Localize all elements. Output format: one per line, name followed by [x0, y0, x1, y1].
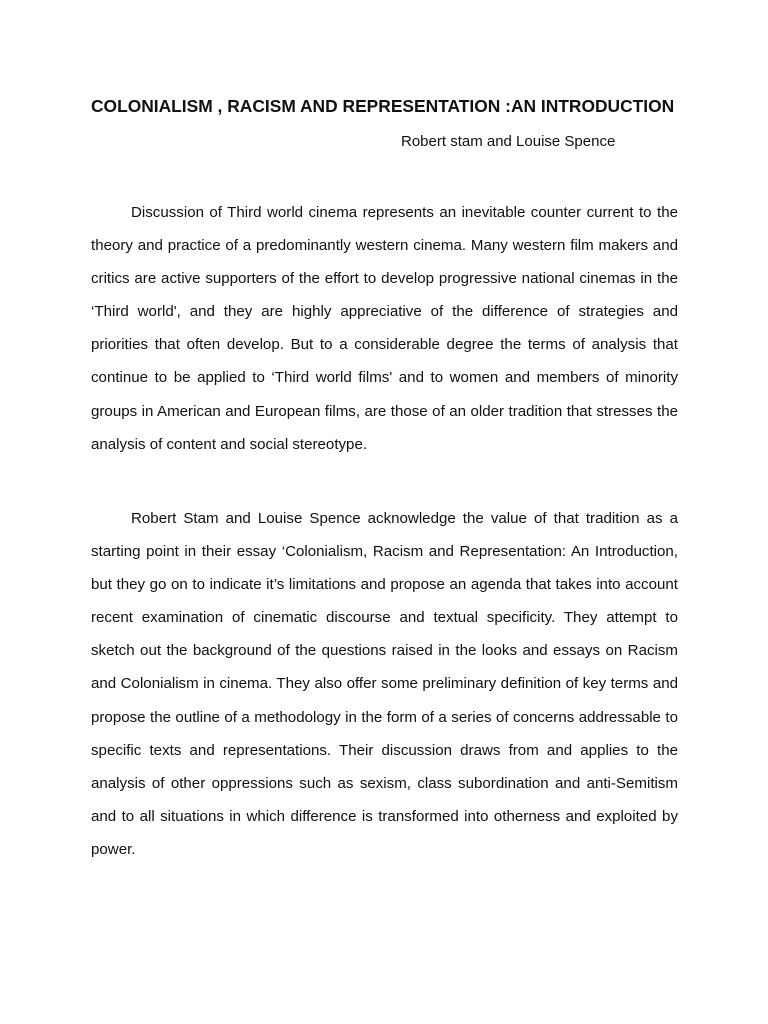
document-title: COLONIALISM , RACISM AND REPRESENTATION :AN INTRODUCTION	[91, 96, 675, 116]
document-author: Robert stam and Louise Spence	[401, 133, 616, 150]
body-paragraph-2: Robert Stam and Louise Spence acknowledge the value of that tradition as a starting point in their essay ‘Colonialism, Racism and Representation: An Introduction, but they go on to indicate it’s limitations and propose an agenda that takes into account recent examination of cinematic discourse and textual specificity. They attempt to sketch out the background of the questions raised in the looks and essays on Racism and Colonialism in cinema. They also offer some preliminary definition of key terms and propose the outline of a methodology in the form of a series of concerns addressable to specific texts and representations. Their discussion draws from and applies to the analysis of other oppressions such as sexism, class subordination and anti-Semitism and to all situations in which difference is transformed into otherness and exploited by power.	[91, 510, 678, 858]
body-paragraph-1: Discussion of Third world cinema represents an inevitable counter current to the theory and practice of a predominantly western cinema. Many western film makers and critics are active supporters of the effort to develop progressive national cinemas in the ‘Third world', and they are highly appreciative of the difference of strategies and priorities that often develop. But to a considerable degree the terms of analysis that continue to be applied to ‘Third world films' and to women and members of minority groups in American and European films, are those of an older tradition that stresses the analysis of content and social stereotype.	[91, 204, 678, 453]
